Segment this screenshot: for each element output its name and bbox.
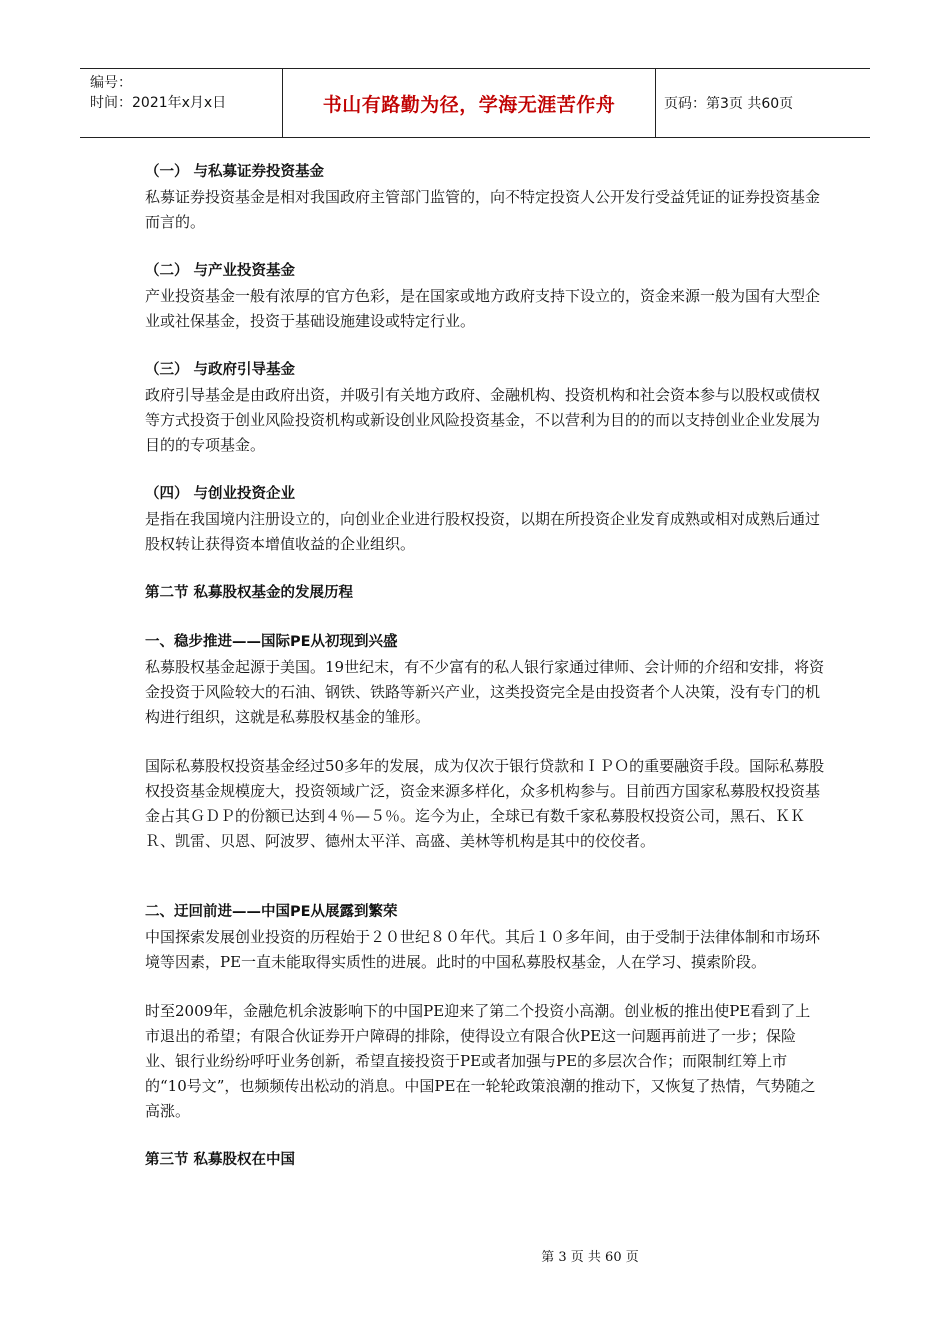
document-number-label: 编号： [90,75,132,91]
section-heading: （四） 与创业投资企业 [145,486,296,502]
page-footer: 第 3 页 共 60 页 [541,1250,639,1265]
header-meta-cell [80,69,283,137]
body-paragraph: 是指在我国境内注册设立的，向创业企业进行股权投资，以期在所投资企业发育成熟或相对成熟后通过股权转让获得资本增值收益的企业组织。 [145,510,821,553]
section-heading: 一、稳步推进——国际PE从初现到兴盛 [145,634,398,650]
document-header [80,68,870,138]
section-heading: 第二节 私募股权基金的发展历程 [145,585,354,601]
paragraph-spacer [145,557,825,581]
document-body [145,160,825,1173]
paragraph-spacer [145,235,825,259]
paragraph-spacer [145,854,825,900]
body-paragraph: 中国探索发展创业投资的历程始于２０世纪８０年代。其后１０多年间，由于受制于法律体制和市场环境等因素，PE一直未能取得实质性的进展。此时的中国私募股权基金，人在学习、摸索阶段。 [145,928,821,971]
paragraph-spacer [145,606,825,630]
paragraph-spacer [145,975,825,999]
body-paragraph: 政府引导基金是由政府出资，并吸引有关地方政府、金融机构、投资机构和社会资本参与以股权或债权等方式投资于创业风险投资机构或新设创业风险投资基金，不以营利为目的的而以支持创业企业发展为目的的专项基金。 [145,386,821,454]
header-page-info: 页码：第3页 共60页 [664,96,794,112]
paragraph-spacer [145,334,825,358]
body-paragraph: 时至2009年，金融危机余波影响下的中国PE迎来了第二个投资小高潮。创业板的推出使PE看到了上市退出的希望；有限合伙证券开户障碍的排除，使得设立有限合伙PE这一问题再前进了一步；保险业、银行业纷纷呼吁业务创新，希望直接投资于PE或者加强与PE的多层次合作；而限制红筹上市的“10号文”，也频频传出松动的消息。中国PE在一轮轮政策浪潮的推动下，又恢复了热情，气势随之高涨。 [145,1002,816,1120]
section-heading: （一） 与私募证券投资基金 [145,164,325,180]
document-time-label: 时间：2021年x月x日 [90,95,227,111]
section-heading: 第三节 私募股权在中国 [145,1152,296,1168]
section-heading: 二、迂回前进——中国PE从展露到繁荣 [145,904,398,920]
body-paragraph: 国际私募股权投资基金经过50多年的发展，成为仅次于银行贷款和ＩＰＯ的重要融资手段。国际私募股权投资基金规模庞大，投资领域广泛，资金来源多样化，众多机构参与。目前西方国家私募股权投资基金占其ＧＤＰ的份额已达到４％—５％。迄今为止，全球已有数千家私募股权投资公司，黑石、ＫＫＲ、凯雷、贝恩、阿波罗、德州太平洋、高盛、美林等机构是其中的佼佼者。 [145,757,825,850]
body-paragraph: 私募股权基金起源于美国。19世纪末，有不少富有的私人银行家通过律师、会计师的介绍和安排，将资金投资于风险较大的石油、钢铁、铁路等新兴产业，这类投资完全是由投资者个人决策，没有专门的机构进行组织，这就是私募股权基金的雏形。 [145,658,825,726]
section-heading: （二） 与产业投资基金 [145,263,296,279]
section-heading: （三） 与政府引导基金 [145,362,296,378]
paragraph-spacer [145,1124,825,1148]
paragraph-spacer [145,730,825,754]
header-motto: 书山有路勤为径，学海无涯苦作舟 [283,69,656,137]
paragraph-spacer [145,458,825,482]
body-paragraph: 私募证券投资基金是相对我国政府主管部门监管的，向不特定投资人公开发行受益凭证的证券投资基金而言的。 [145,188,821,231]
body-paragraph: 产业投资基金一般有浓厚的官方色彩，是在国家或地方政府支持下设立的，资金来源一般为国有大型企业或社保基金，投资于基础设施建设或特定行业。 [145,287,821,330]
